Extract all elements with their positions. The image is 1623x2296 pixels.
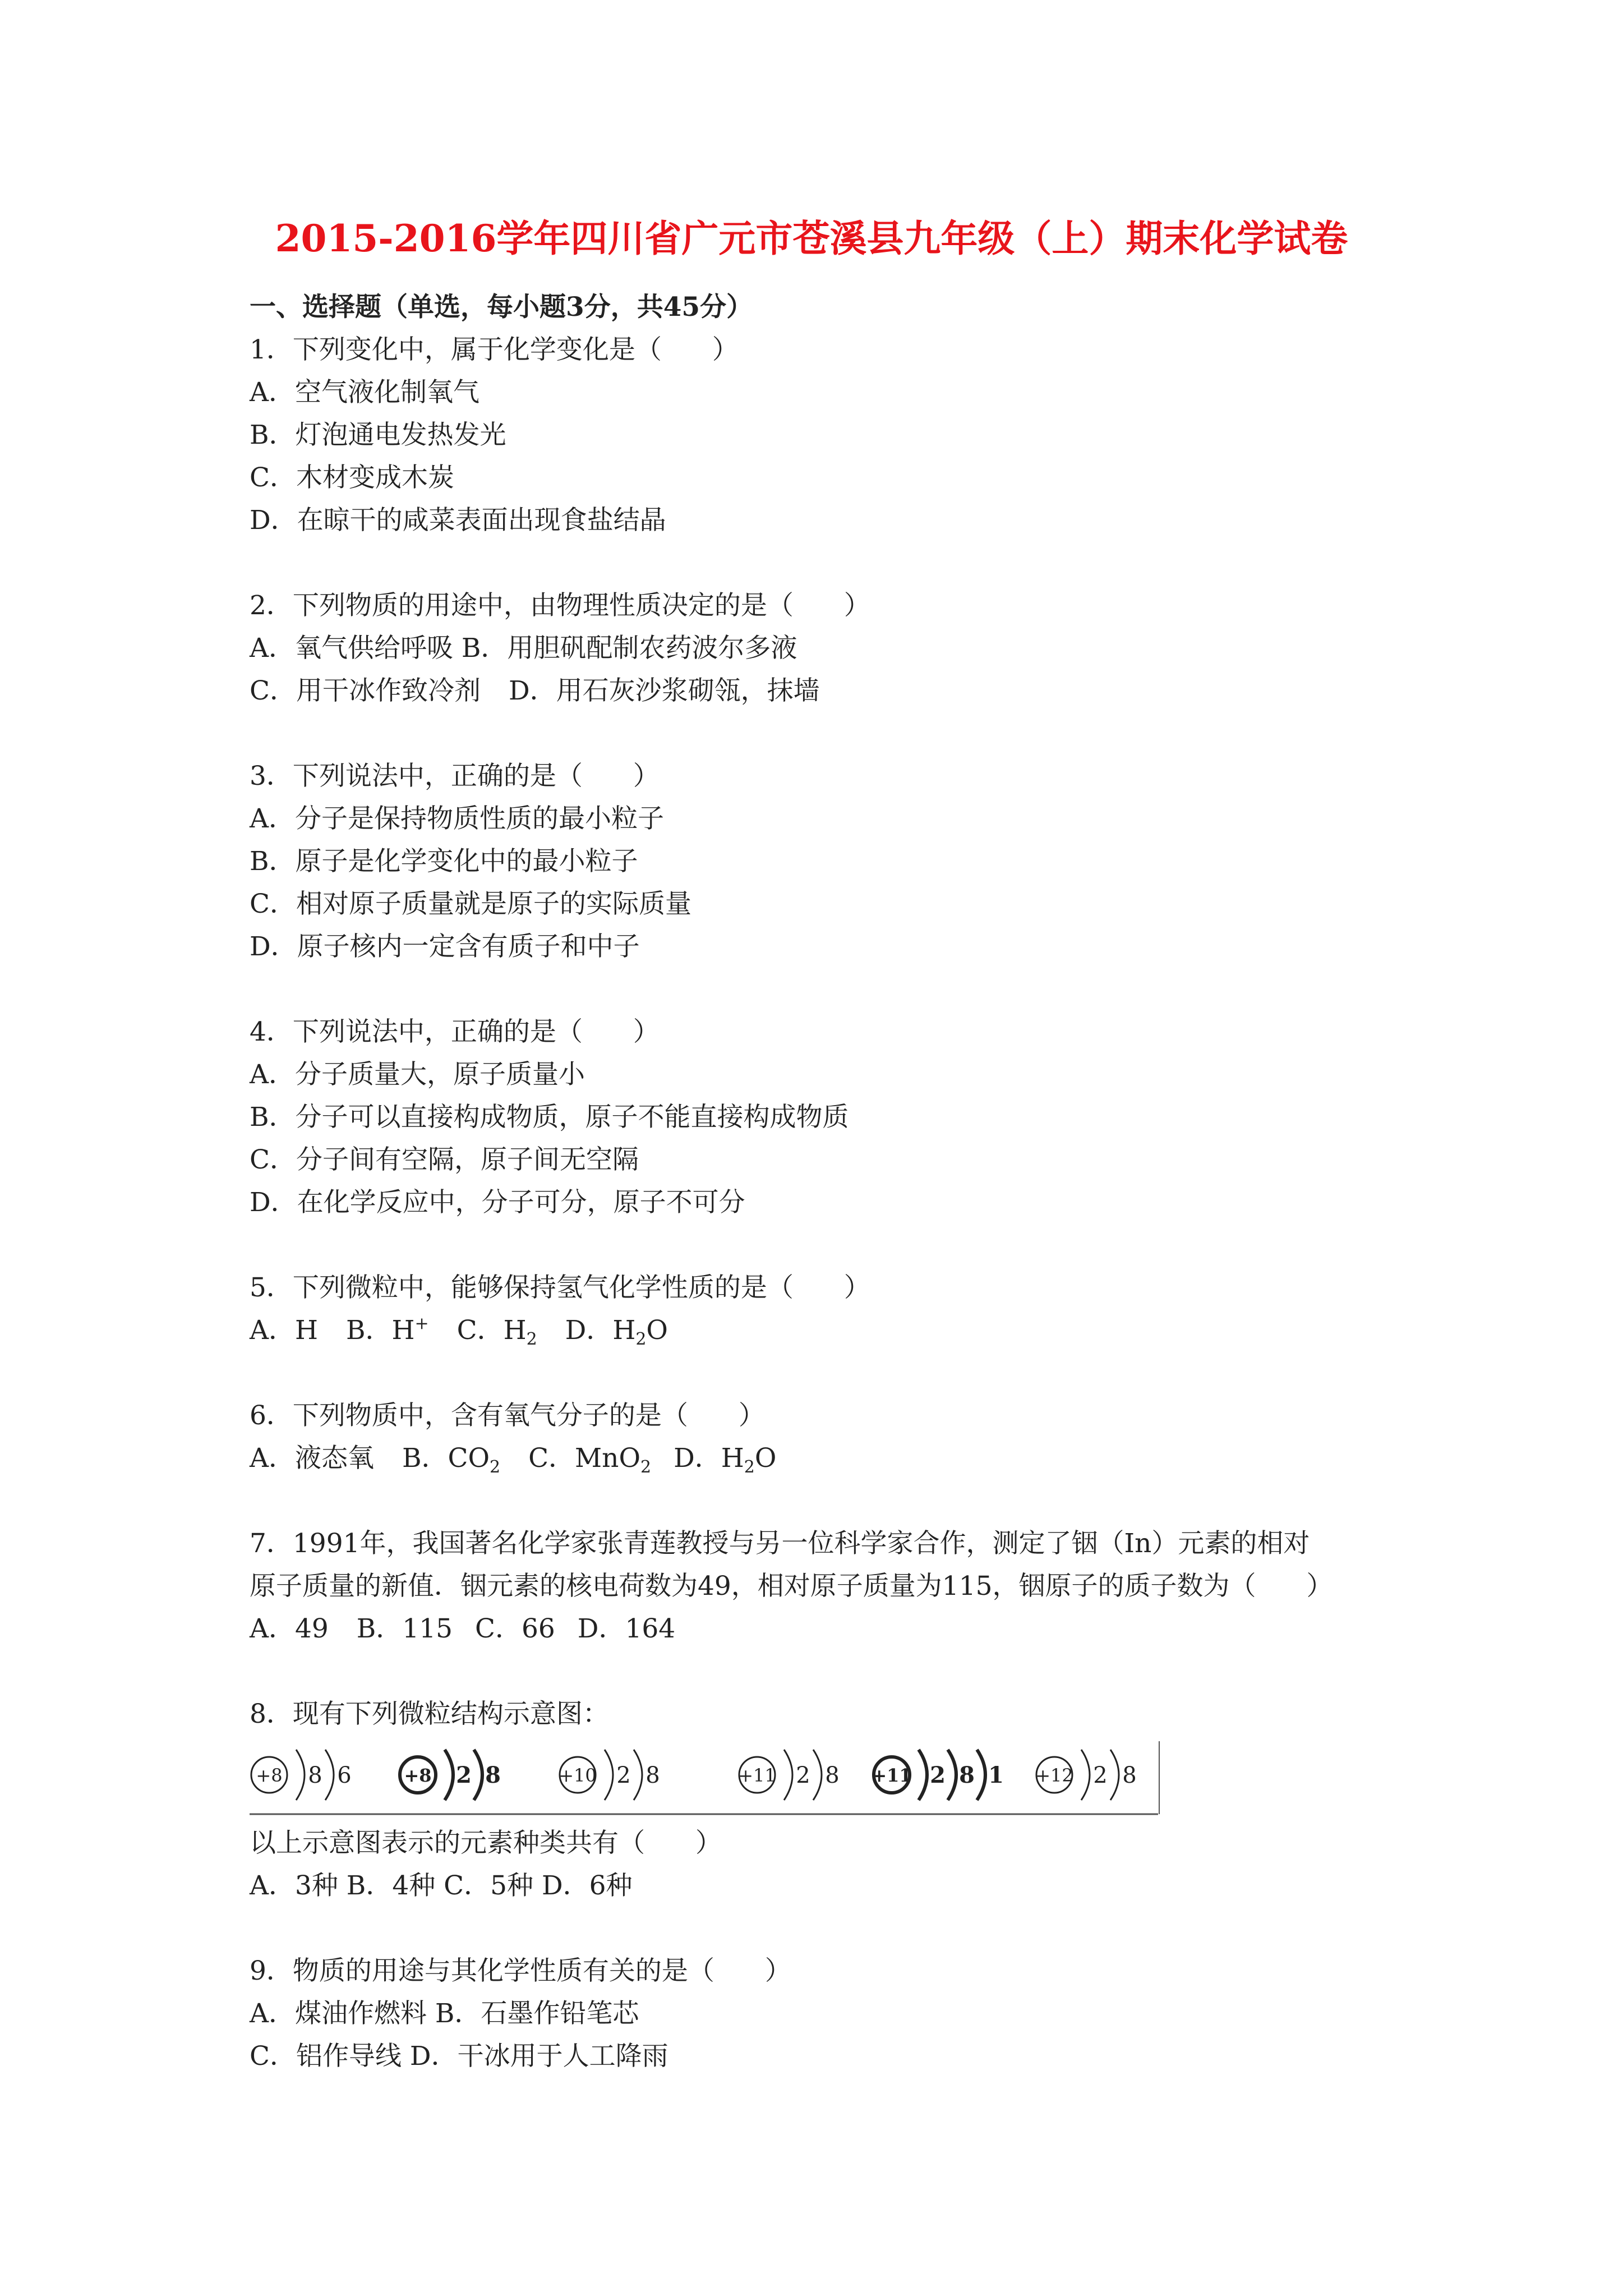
question-2-stem: 2．下列物质的用途中，由物理性质决定的是（ ）: [250, 590, 870, 621]
question-2-options-cd: C．用干冰作致冷剂 D．用石灰沙浆砌瓴，抹墙: [250, 675, 820, 706]
page-title: 2015-2016学年四川省广元市苍溪县九年级（上）期末化学试卷: [275, 217, 1348, 260]
question-4-option-a: A．分子质量大，原子质量小: [250, 1059, 585, 1090]
electron-count: 2: [796, 1763, 810, 1788]
electron-count: 2: [616, 1763, 631, 1788]
question-list: [250, 329, 1427, 2078]
question-7-stem-line-2: 原子质量的新值．铟元素的核电荷数为49，相对原子质量为115，铟原子的质子数为（ ）: [250, 1571, 1333, 1602]
question-6-stem: 6．下列物质中，含有氧气分子的是（ ）: [250, 1400, 765, 1431]
question-5-options: A．H B．H+ C．$H_2$ D．$H_2O$: [250, 1314, 668, 1349]
electron-shell-arc: [1110, 1750, 1119, 1800]
question-2-options-ab: A．氧气供给呼吸 B．用胆矾配制农药波尔多液: [250, 633, 797, 664]
electron-shell-arc: [784, 1750, 792, 1800]
electron-shell-arc: [1081, 1750, 1090, 1800]
electron-shell-arc: [948, 1750, 956, 1800]
atom-nucleus-charge-1: +8: [256, 1765, 283, 1786]
question-8-question: 以上示意图表示的元素种类共有（ ）: [250, 1828, 722, 1858]
electron-shell-arc: [919, 1750, 927, 1800]
atom-structure-diagram-svg: [250, 1736, 1175, 1820]
question-4-option-d: D．在化学反应中，分子可分，原子不可分: [250, 1187, 745, 1218]
electron-shell-arc: [296, 1750, 305, 1800]
question-8-options: A．3种 B．4种 C．5种 D．6种: [250, 1870, 633, 1901]
question-6-options: A．液态氧 B．$CO_2$ C．MnO$_2$ D．$H_2O$: [250, 1443, 777, 1477]
atom-structure-diagram: [250, 1736, 1175, 1822]
atom-nucleus-charge-3: +10: [559, 1765, 597, 1786]
electron-count: 2: [1093, 1763, 1108, 1788]
atom-diagram-6: [1035, 1750, 1136, 1800]
question-4-stem: 4．下列说法中，正确的是（ ）: [250, 1016, 660, 1047]
electron-shell-arc: [605, 1750, 613, 1800]
electron-count: 8: [959, 1762, 975, 1788]
atom-diagram-4: [738, 1750, 839, 1800]
question-4-option-c: C．分子间有空隔，原子间无空隔: [250, 1144, 639, 1175]
electron-count: 8: [825, 1763, 840, 1788]
electron-count: 8: [1122, 1763, 1137, 1788]
question-9-options-ab: A．煤油作燃料 B．石墨作铅笔芯: [250, 1998, 639, 2029]
question-5-stem: 5．下列微粒中，能够保持氢气化学性质的是（ ）: [250, 1272, 870, 1303]
atom-nucleus-charge-5: +11: [872, 1765, 912, 1786]
question-3-option-b: B．原子是化学变化中的最小粒子: [250, 846, 638, 877]
question-1-option-a: A．空气液化制氧气: [250, 377, 479, 408]
electron-count: 2: [930, 1762, 946, 1788]
electron-shell-arc: [977, 1750, 985, 1800]
electron-shell-arc: [325, 1750, 334, 1800]
question-1-option-b: B．灯泡通电发热发光: [250, 420, 506, 450]
question-7-options: A．49 B．115 C．66 D．164: [250, 1613, 676, 1644]
electron-count: 8: [308, 1763, 322, 1788]
atom-diagram-5: [872, 1750, 1004, 1800]
question-3-option-a: A．分子是保持物质性质的最小粒子: [250, 803, 664, 834]
question-7-stem-line-1: 7．1991年，我国著名化学家张青莲教授与另一位科学家合作，测定了铟（In）元素的相对: [250, 1528, 1310, 1559]
question-9-options-cd: C．铝作导线 D．干冰用于人工降雨: [250, 2041, 668, 2072]
atom-nucleus-charge-2: +8: [404, 1765, 432, 1786]
question-1-option-c: C．木材变成木炭: [250, 462, 454, 493]
atom-nucleus-charge-4: +11: [738, 1765, 776, 1786]
question-3-stem: 3．下列说法中，正确的是（ ）: [250, 761, 660, 792]
question-9-stem: 9．物质的用途与其化学性质有关的是（ ）: [250, 1955, 791, 1986]
electron-count: 2: [456, 1762, 472, 1788]
electron-shell-arc: [445, 1750, 453, 1800]
question-1-option-d: D．在晾干的咸菜表面出现食盐结晶: [250, 505, 666, 536]
electron-count: 1: [988, 1762, 1004, 1788]
section-heading: 一、选择题（单选，每小题3分，共45分）: [250, 292, 753, 323]
electron-count: 6: [337, 1763, 352, 1788]
atom-diagram-3: [559, 1750, 660, 1800]
atom-nucleus-charge-6: +12: [1035, 1765, 1073, 1786]
electron-shell-arc: [813, 1750, 822, 1800]
electron-shell-arc: [474, 1750, 482, 1800]
question-1-stem: 1．下列变化中，属于化学变化是（ ）: [250, 334, 739, 365]
question-3-option-d: D．原子核内一定含有质子和中子: [250, 931, 640, 962]
question-3-option-c: C．相对原子质量就是原子的实际质量: [250, 889, 691, 919]
electron-count: 8: [485, 1762, 501, 1788]
atom-diagram-2: [400, 1750, 501, 1800]
electron-count: 8: [645, 1763, 660, 1788]
electron-shell-arc: [634, 1750, 642, 1800]
atom-diagram-1: [251, 1750, 352, 1800]
question-8-stem: 8．现有下列微粒结构示意图：: [250, 1699, 609, 1729]
question-4-option-b: B．分子可以直接构成物质，原子不能直接构成物质: [250, 1102, 849, 1133]
